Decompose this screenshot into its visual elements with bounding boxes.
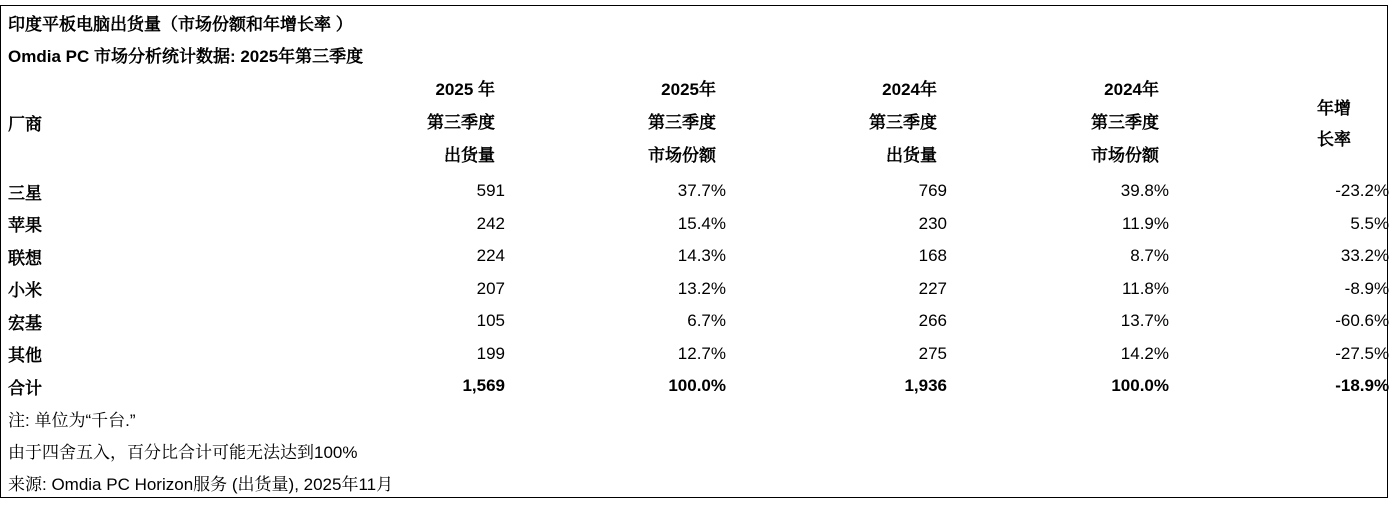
table-row bbox=[1, 175, 1389, 208]
shipments-2025-cell: 207 bbox=[476, 278, 505, 298]
yoy-cell: -27.5% bbox=[1335, 343, 1390, 363]
subtitle-row bbox=[1, 38, 1389, 70]
header-line: 出货量 bbox=[886, 146, 937, 165]
yoy-cell: 5.5% bbox=[1350, 213, 1390, 233]
total-row bbox=[1, 370, 1389, 403]
share-2025-cell: 6.7% bbox=[687, 311, 726, 331]
share-2024-cell: 11.8% bbox=[1122, 278, 1169, 298]
share-2025-cell: 15.4% bbox=[677, 213, 726, 233]
header-line: 2024年 bbox=[882, 80, 937, 99]
shipments-2024-cell: 168 bbox=[918, 246, 947, 266]
vendor-cell: 三星 bbox=[8, 183, 42, 203]
title-row bbox=[1, 6, 1389, 38]
share-2024-cell: 39.8% bbox=[1120, 181, 1169, 201]
vendor-cell: 小米 bbox=[8, 281, 42, 301]
total-shipments-2025: 1,569 bbox=[462, 376, 505, 396]
shipments-2025-cell: 591 bbox=[476, 181, 505, 201]
source-note: 来源: Omdia PC Horizon服务 (出货量), 2025年11月 bbox=[8, 475, 394, 494]
note-row bbox=[1, 435, 1389, 467]
vendor-cell: 宏基 bbox=[8, 313, 42, 333]
unit-note: 注: 单位为“千台.” bbox=[8, 411, 136, 430]
shipments-2024-cell: 230 bbox=[918, 213, 947, 233]
total-label: 合计 bbox=[8, 378, 42, 398]
header-line: 第三季度 bbox=[427, 113, 495, 132]
shipments-2025-cell: 105 bbox=[476, 311, 505, 331]
shipments-2024-cell: 266 bbox=[918, 311, 947, 331]
yoy-cell: -60.6% bbox=[1335, 311, 1390, 331]
share-2024-cell: 14.2% bbox=[1120, 343, 1169, 363]
table-title: 印度平板电脑出货量（市场份额和年增长率 ） bbox=[8, 14, 353, 34]
table-row bbox=[1, 273, 1389, 306]
table-row bbox=[1, 240, 1389, 273]
total-share-2025: 100.0% bbox=[668, 376, 726, 396]
shipments-2025-cell: 242 bbox=[476, 213, 505, 233]
header-share-2025 bbox=[505, 70, 726, 175]
header-line: 第三季度 bbox=[1091, 113, 1159, 132]
shipments-2024-cell: 227 bbox=[918, 278, 947, 298]
share-2025-cell: 13.2% bbox=[677, 278, 726, 298]
yoy-cell: -8.9% bbox=[1344, 278, 1390, 298]
header-line: 年增 bbox=[1317, 99, 1352, 118]
table-subtitle: Omdia PC 市场分析统计数据: 2025年第三季度 bbox=[8, 46, 364, 66]
header-line: 2025 年 bbox=[435, 80, 495, 99]
note-row bbox=[1, 467, 1389, 499]
header-share-2024 bbox=[947, 70, 1169, 175]
share-2024-cell: 11.9% bbox=[1122, 213, 1169, 233]
header-shipments-2025 bbox=[298, 70, 505, 175]
vendor-cell: 其他 bbox=[8, 346, 42, 366]
table-row bbox=[1, 305, 1389, 338]
total-share-2024: 100.0% bbox=[1111, 376, 1169, 396]
header-row bbox=[1, 70, 1389, 175]
share-2025-cell: 12.7% bbox=[677, 343, 726, 363]
rounding-note: 由于四舍五入，百分比合计可能无法达到100% bbox=[8, 443, 358, 462]
header-shipments-2024 bbox=[726, 70, 947, 175]
header-line: 第三季度 bbox=[869, 113, 937, 132]
header-line: 2024年 bbox=[1104, 80, 1159, 99]
shipments-table bbox=[1, 6, 1389, 499]
table-frame bbox=[0, 5, 1388, 498]
yoy-cell: 33.2% bbox=[1340, 246, 1390, 266]
header-line: 市场份额 bbox=[1091, 146, 1159, 165]
share-2024-cell: 13.7% bbox=[1120, 311, 1169, 331]
vendor-cell: 联想 bbox=[8, 248, 42, 268]
yoy-cell: -23.2% bbox=[1335, 181, 1390, 201]
total-shipments-2024: 1,936 bbox=[904, 376, 947, 396]
header-line: 第三季度 bbox=[648, 113, 716, 132]
header-line: 出货量 bbox=[444, 146, 495, 165]
share-2025-cell: 37.7% bbox=[677, 181, 726, 201]
shipments-2025-cell: 199 bbox=[476, 343, 505, 363]
shipments-2024-cell: 769 bbox=[918, 181, 947, 201]
header-vendor: 厂商 bbox=[8, 115, 42, 134]
header-yoy bbox=[1169, 70, 1389, 175]
share-2024-cell: 8.7% bbox=[1130, 246, 1169, 266]
total-yoy: -18.9% bbox=[1335, 376, 1390, 396]
shipments-2025-cell: 224 bbox=[476, 246, 505, 266]
share-2025-cell: 14.3% bbox=[677, 246, 726, 266]
header-line: 市场份额 bbox=[648, 146, 716, 165]
table-row bbox=[1, 338, 1389, 371]
shipments-2024-cell: 275 bbox=[918, 343, 947, 363]
header-line: 2025年 bbox=[661, 80, 716, 99]
note-row bbox=[1, 403, 1389, 435]
table-row bbox=[1, 208, 1389, 241]
vendor-cell: 苹果 bbox=[8, 216, 42, 236]
header-line: 长率 bbox=[1317, 130, 1352, 149]
